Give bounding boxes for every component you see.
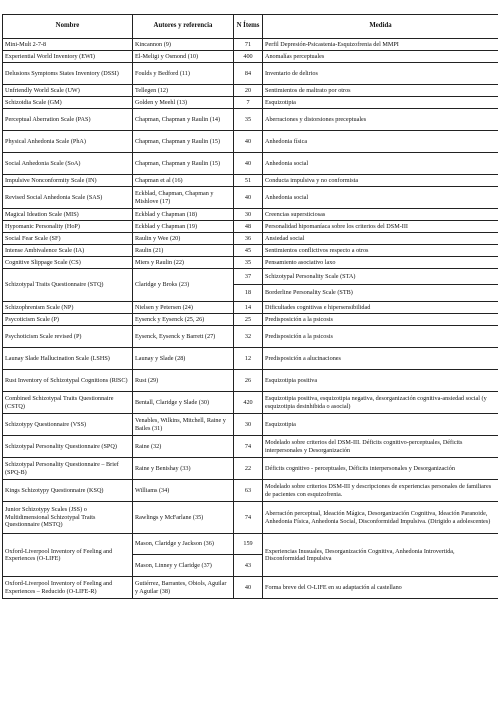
cell-nombre: Kings Schizotypy Questionnaire (KSQ) xyxy=(3,480,133,502)
table-row xyxy=(3,63,499,85)
cell-autores: Eysenck y Eysenck (25, 26) xyxy=(133,314,234,326)
table-row xyxy=(3,458,499,480)
cell-autores: Chapman, Chapman y Raulin (15) xyxy=(133,131,234,153)
cell-autores: Eckblad y Chapman (18) xyxy=(133,209,234,221)
table-row xyxy=(3,257,499,269)
cell-n-items-part: 43 xyxy=(244,561,252,569)
table-row xyxy=(3,233,499,245)
cell-n-items: 63 xyxy=(234,480,263,502)
cell-medida: Modelado sobre criterios DSM-III y descripciones de experiencias personales de familiares de pacientes con esquizofrenia. xyxy=(263,480,499,502)
cell-nombre: Impulsive Nonconformity Scale (IN) xyxy=(3,175,133,187)
cell-n-items-part: 18 xyxy=(244,289,252,297)
cell-nombre: Revised Social Anhedonia Scale (SAS) xyxy=(3,187,133,209)
cell-medida: Dificultades cognitivas e hipersensibilidad xyxy=(263,302,499,314)
cell-nombre: Magical Ideation Scale (MIS) xyxy=(3,209,133,221)
cell-n-items: 30 xyxy=(234,414,263,436)
table-row xyxy=(3,109,499,131)
cell-nombre: Schizotypal Traits Questionnaire (STQ) xyxy=(3,269,133,302)
cell-nombre: Experiential World Inventory (EWI) xyxy=(3,51,133,63)
cell-autores: Eckblad y Chapman (19) xyxy=(133,221,234,233)
cell-nombre: Social Fear Scale (SF) xyxy=(3,233,133,245)
cell-medida: Predisposición a alucinaciones xyxy=(263,348,499,370)
cell-medida: Predisposición a la psicosis xyxy=(263,314,499,326)
cell-n-items xyxy=(234,269,263,302)
cell-n-items: 74 xyxy=(234,436,263,458)
cell-medida: Esquizotipia xyxy=(263,97,499,109)
cell-autores: Rawlings y McFarlane (35) xyxy=(133,502,234,534)
header-nombre: Nombre xyxy=(3,15,133,39)
cell-autores: Eysenck, Eysenck y Barrett (27) xyxy=(133,326,234,348)
table-row xyxy=(3,392,499,414)
cell-nombre: Psycoticism Scale (P) xyxy=(3,314,133,326)
cell-n-items: 40 xyxy=(234,577,263,599)
cell-autores: Tellegen (12) xyxy=(133,85,234,97)
cell-medida: Sentimientos conflictivos respecto a otros xyxy=(263,245,499,257)
table-row xyxy=(3,302,499,314)
table-row xyxy=(3,209,499,221)
cell-nombre: Schizophrenism Scale (NP) xyxy=(3,302,133,314)
cell-medida: Conducta impulsiva y no conformista xyxy=(263,175,499,187)
cell-n-items: 48 xyxy=(234,221,263,233)
cell-nombre: Schizotypal Personality Questionnaire – Brief (SPQ-B) xyxy=(3,458,133,480)
cell-nombre: Rust Inventory of Schizotypal Cognitions (RISC) xyxy=(3,370,133,392)
cell-n-items-part: 159 xyxy=(234,534,262,555)
cell-n-items: 74 xyxy=(234,502,263,534)
cell-nombre: Perceptual Aberration Scale (PAS) xyxy=(3,109,133,131)
cell-n-items: 14 xyxy=(234,302,263,314)
cell-nombre: Unfriendly World Scale (UW) xyxy=(3,85,133,97)
cell-n-items: 40 xyxy=(234,131,263,153)
cell-nombre: Mini-Mult 2-7-8 xyxy=(3,39,133,51)
cell-autores: Chapman et al (16) xyxy=(133,175,234,187)
cell-medida: Anhedonia social xyxy=(263,187,499,209)
cell-medida: Perfil Depresión-Psicastenia-Esquizofrenia del MMPI xyxy=(263,39,499,51)
cell-n-items: 22 xyxy=(234,458,263,480)
cell-autores: Kincannon (9) xyxy=(133,39,234,51)
cell-autores: Rust (29) xyxy=(133,370,234,392)
cell-nombre: Intense Ambivalence Scale (IA) xyxy=(3,245,133,257)
cell-n-items: 20 xyxy=(234,85,263,97)
cell-medida: Ansiedad social xyxy=(263,233,499,245)
cell-n-items xyxy=(234,534,263,577)
cell-autores: Eckblad, Chapman, Chapman y Mishlove (17) xyxy=(133,187,234,209)
cell-autores: Raine (32) xyxy=(133,436,234,458)
cell-autores: Golden y Meehl (13) xyxy=(133,97,234,109)
table-row xyxy=(3,480,499,502)
header-n-items: N Ítems xyxy=(234,15,263,39)
table-row xyxy=(3,131,499,153)
cell-medida: Creencias supersticiosas xyxy=(263,209,499,221)
cell-nombre: Delusions Symptoms States Inventory (DSSI) xyxy=(3,63,133,85)
cell-medida: Déficits cognitivo - perceptuales, Déficits interpersonales y Desorganización xyxy=(263,458,499,480)
cell-n-items: 32 xyxy=(234,326,263,348)
cell-medida-part: Schizotypal Personality Scale (STA) xyxy=(263,269,498,285)
header-row xyxy=(3,15,499,39)
cell-autores: Launay y Slade (28) xyxy=(133,348,234,370)
table-row xyxy=(3,326,499,348)
cell-n-items: 51 xyxy=(234,175,263,187)
cell-nombre: Junior Schizotypy Scales (JSS) o Multidimensional Schizotypal Traits Questionnaire (MSTQ) xyxy=(3,502,133,534)
cell-nombre: Schizotypy Questionnaire (VSS) xyxy=(3,414,133,436)
cell-n-items: 420 xyxy=(234,392,263,414)
cell-nombre: Hypomanic Personality (HoP) xyxy=(3,221,133,233)
cell-nombre: Oxford-Liverpool Inventory of Feeling and Experiences (O-LIFE) xyxy=(3,534,133,577)
cell-medida: Predisposición a la psicosis xyxy=(263,326,499,348)
cell-autores: Williams (34) xyxy=(133,480,234,502)
cell-nombre: Combined Schizotypal Traits Questionnaire (CSTQ) xyxy=(3,392,133,414)
table-row xyxy=(3,85,499,97)
cell-nombre: Cognitive Slippage Scale (CS) xyxy=(3,257,133,269)
header-autores: Autores y referencia xyxy=(133,15,234,39)
table-row xyxy=(3,414,499,436)
cell-nombre: Psychoticism Scale revised (P) xyxy=(3,326,133,348)
cell-autores: Miers y Raulin (22) xyxy=(133,257,234,269)
cell-nombre: Schizoidia Scale (GM) xyxy=(3,97,133,109)
table-row xyxy=(3,51,499,63)
cell-autores: Nielsen y Petersen (24) xyxy=(133,302,234,314)
cell-autores: Raulin y Wee (20) xyxy=(133,233,234,245)
cell-autores: Bentall, Claridge y Slade (30) xyxy=(133,392,234,414)
cell-autores: Gutiérrez, Barrantes, Obiols, Aguilar y Aguilar (38) xyxy=(133,577,234,599)
cell-medida: Anhedonia física xyxy=(263,131,499,153)
cell-medida: Pensamiento asociativo laxo xyxy=(263,257,499,269)
cell-n-items: 71 xyxy=(234,39,263,51)
cell-medida: Aberración perceptual, Ideación Mágica, Desorganización Cognitiva, Ideación Paranoide, Anhedonia Física, Anhedonia Social, Disconformidad Impulsiva. (Dirigido a adolescentes) xyxy=(263,502,499,534)
cell-autores: Venables, Wilkins, Mitchell, Raine y Bailes (31) xyxy=(133,414,234,436)
table-row xyxy=(3,175,499,187)
cell-n-items-part: 37 xyxy=(234,269,262,285)
cell-autores-part: Mason, Claridge y Jackson (36) xyxy=(133,534,233,555)
cell-autores-part: Mason, Linney y Claridge (37) xyxy=(135,561,212,569)
table-row xyxy=(3,39,499,51)
cell-autores: Raulin (21) xyxy=(133,245,234,257)
cell-n-items: 12 xyxy=(234,348,263,370)
cell-medida-part: Borderline Personality Scale (STB) xyxy=(265,289,353,297)
cell-autores: Chapman, Chapman y Raulin (15) xyxy=(133,153,234,175)
cell-medida xyxy=(263,269,499,302)
cell-medida: Esquizotipia xyxy=(263,414,499,436)
table-row xyxy=(3,348,499,370)
table-row xyxy=(3,269,499,302)
cell-n-items: 45 xyxy=(234,245,263,257)
cell-medida: Esquizotipia positiva, esquizotipia negativa, desorganización cognitiva-ansiedad social (y esquizotipia desinhibida o asocial) xyxy=(263,392,499,414)
cell-n-items: 84 xyxy=(234,63,263,85)
cell-nombre: Launay Slade Hallucination Scale (LSHS) xyxy=(3,348,133,370)
cell-n-items: 36 xyxy=(234,233,263,245)
cell-n-items: 7 xyxy=(234,97,263,109)
cell-autores: El-Meligi y Osmond (10) xyxy=(133,51,234,63)
cell-medida: Personalidad hipomaníaca sobre los criterios del DSM-III xyxy=(263,221,499,233)
cell-medida: Forma breve del O-LIFE en su adaptación al castellano xyxy=(263,577,499,599)
cell-nombre: Schizotypal Personality Questionnaire (SPQ) xyxy=(3,436,133,458)
table-row xyxy=(3,221,499,233)
schizotypy-scales-table xyxy=(2,14,498,599)
table-row xyxy=(3,245,499,257)
cell-n-items: 400 xyxy=(234,51,263,63)
cell-nombre: Social Anhedonia Scale (SoA) xyxy=(3,153,133,175)
cell-medida: Sentimientos de maltrato por otros xyxy=(263,85,499,97)
cell-autores: Chapman, Chapman y Raulin (14) xyxy=(133,109,234,131)
cell-medida: Experiencias Inusuales, Desorganización Cognitiva, Anhedonia Introvertida, Disconformidad Impulsiva xyxy=(263,534,499,577)
table-body xyxy=(3,39,499,599)
cell-medida: Modelado sobre criterios del DSM-III. Déficits cognitivo-perceptuales, Déficits interpersonales y Desorganización xyxy=(263,436,499,458)
cell-medida: Esquizotipia positiva xyxy=(263,370,499,392)
cell-medida: Anomalías perceptuales xyxy=(263,51,499,63)
cell-n-items: 35 xyxy=(234,257,263,269)
table-row xyxy=(3,314,499,326)
cell-medida: Anhedonia social xyxy=(263,153,499,175)
table-container xyxy=(2,14,498,716)
cell-nombre: Physical Anhedonia Scale (PhA) xyxy=(3,131,133,153)
table-row xyxy=(3,436,499,458)
table-row xyxy=(3,153,499,175)
cell-nombre: Oxford-Liverpool Inventory of Feeling and Experiences – Reducido (O-LIFE-R) xyxy=(3,577,133,599)
cell-n-items: 26 xyxy=(234,370,263,392)
cell-n-items: 30 xyxy=(234,209,263,221)
cell-autores: Raine y Benishay (33) xyxy=(133,458,234,480)
cell-autores: Foulds y Bedford (11) xyxy=(133,63,234,85)
cell-n-items: 40 xyxy=(234,187,263,209)
cell-autores xyxy=(133,534,234,577)
cell-n-items: 40 xyxy=(234,153,263,175)
table-row xyxy=(3,534,499,577)
cell-medida: Inventario de delirios xyxy=(263,63,499,85)
header-medida: Medida xyxy=(263,15,499,39)
cell-autores: Claridge y Broks (23) xyxy=(133,269,234,302)
table-row xyxy=(3,502,499,534)
cell-n-items: 35 xyxy=(234,109,263,131)
cell-medida: Aberraciones y distorsiones preceptuales xyxy=(263,109,499,131)
cell-n-items: 25 xyxy=(234,314,263,326)
table-row xyxy=(3,577,499,599)
table-row xyxy=(3,187,499,209)
table-row xyxy=(3,370,499,392)
table-row xyxy=(3,97,499,109)
